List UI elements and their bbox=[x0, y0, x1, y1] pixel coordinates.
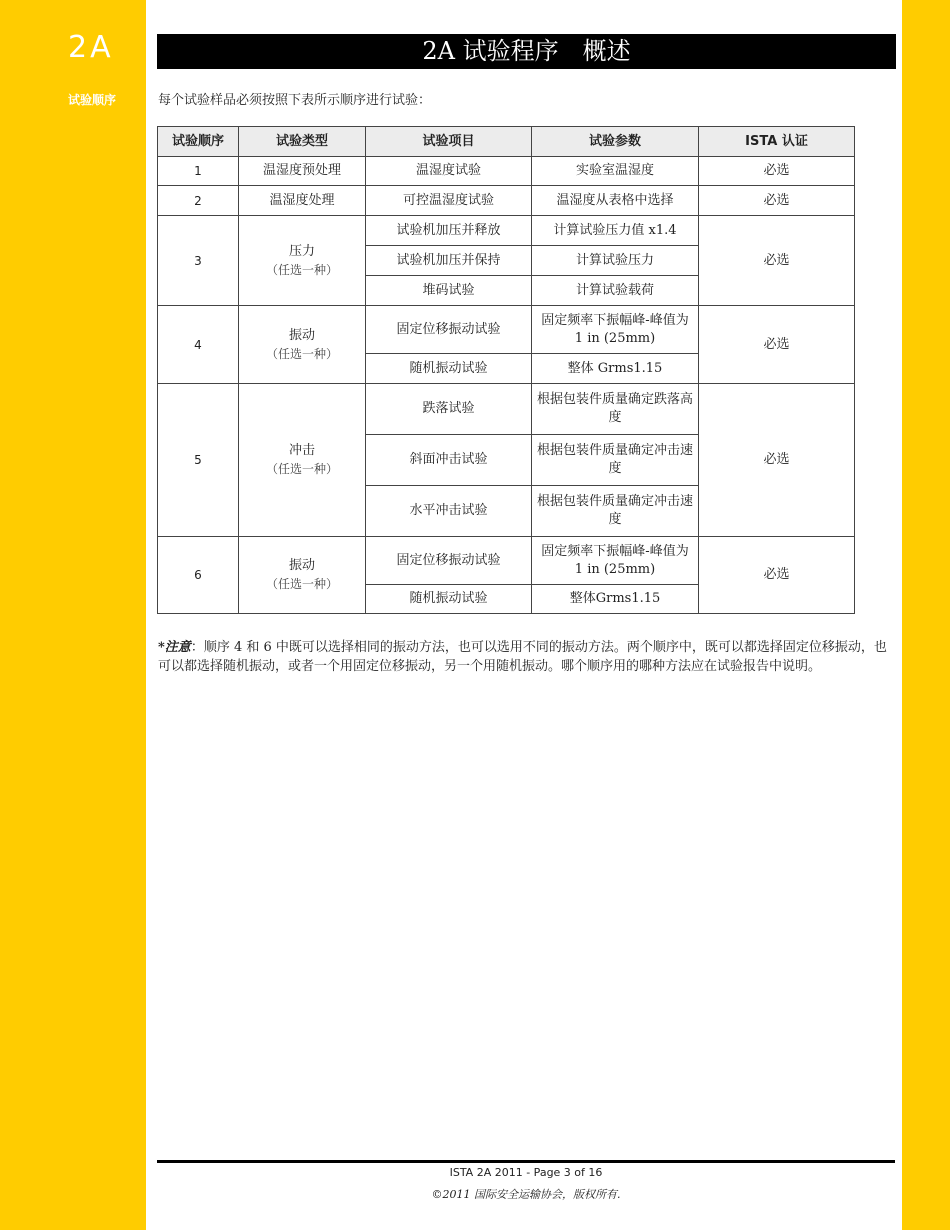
cell-type: 温湿度处理 bbox=[239, 186, 366, 216]
cell-sequence: 6 bbox=[158, 537, 239, 614]
cell-certification: 必选 bbox=[699, 157, 855, 186]
cell-type bbox=[239, 384, 366, 537]
footer-copyright: ©2011 国际安全运输协会，版权所有. bbox=[431, 1188, 621, 1201]
cell-item: 试验机加压并保持 bbox=[366, 246, 532, 276]
type-label: 振动 bbox=[288, 327, 315, 343]
type-sub-label: （任选一种） bbox=[265, 346, 338, 361]
cell-certification: 必选 bbox=[699, 216, 855, 306]
cell-item: 斜面冲击试验 bbox=[366, 435, 532, 486]
cell-parameter: 计算试验载荷 bbox=[532, 276, 699, 306]
section-label: 试验顺序 bbox=[68, 93, 117, 107]
cell-item: 温湿度试验 bbox=[366, 157, 532, 186]
type-label: 振动 bbox=[288, 558, 315, 573]
footer-page-number: ISTA 2A 2011 - Page 3 of 16 bbox=[449, 1166, 603, 1179]
footer-divider bbox=[157, 1160, 895, 1163]
cell-item: 随机振动试验 bbox=[366, 354, 532, 384]
cell-parameter: 整体Grms1.15 bbox=[532, 585, 699, 614]
cell-item: 可控温湿度试验 bbox=[366, 186, 532, 216]
table-row bbox=[158, 186, 855, 216]
type-label: 冲击 bbox=[288, 443, 315, 458]
type-sub-label: （任选一种） bbox=[265, 577, 338, 591]
page-title: 2A 试验程序 概述 bbox=[157, 34, 896, 69]
table-row bbox=[158, 306, 855, 354]
cell-parameter: 实验室温湿度 bbox=[532, 157, 699, 186]
intro-text: 每个试验样品必须按照下表所示顺序进行试验： bbox=[158, 93, 432, 108]
table-header-row bbox=[158, 127, 855, 157]
cell-sequence: 5 bbox=[158, 384, 239, 537]
header-parameter: 试验参数 bbox=[532, 127, 699, 157]
cell-item: 固定位移振动试验 bbox=[366, 537, 532, 585]
cell-type: 温湿度预处理 bbox=[239, 157, 366, 186]
note-paragraph bbox=[158, 638, 888, 676]
left-yellow-band bbox=[0, 0, 146, 1230]
note-text: ：顺序 4 和 6 中既可以选择相同的振动方法，也可以选用不同的振动方法。两个顺序中，既可以都选择固定位移振动，也可以都选择随机振动，或者一个用固定位移振动，另一个用随机振动。哪个顺序用的哪种方法应在试验报告中说明。 bbox=[158, 640, 887, 674]
note-label: *注意 bbox=[158, 640, 191, 655]
cell-parameter: 固定频率下振幅峰-峰值为 1 in (25mm) bbox=[532, 537, 699, 585]
header-type: 试验类型 bbox=[239, 127, 366, 157]
cell-type bbox=[239, 537, 366, 614]
header-item: 试验项目 bbox=[366, 127, 532, 157]
cell-certification: 必选 bbox=[699, 306, 855, 384]
table-row bbox=[158, 216, 855, 246]
cell-sequence: 2 bbox=[158, 186, 239, 216]
table-row bbox=[158, 157, 855, 186]
cell-parameter: 固定频率下振幅峰-峰值为 1 in (25mm) bbox=[532, 306, 699, 354]
cell-item: 固定位移振动试验 bbox=[366, 306, 532, 354]
procedure-code: 2A bbox=[68, 30, 114, 65]
cell-type bbox=[239, 216, 366, 306]
cell-parameter: 根据包装件质量确定跌落高度 bbox=[532, 384, 699, 435]
cell-certification: 必选 bbox=[699, 384, 855, 537]
right-yellow-band bbox=[902, 0, 950, 1230]
header-sequence: 试验顺序 bbox=[158, 127, 239, 157]
cell-certification: 必选 bbox=[699, 186, 855, 216]
cell-parameter: 计算试验压力值 x1.4 bbox=[532, 216, 699, 246]
cell-parameter: 根据包装件质量确定冲击速度 bbox=[532, 486, 699, 537]
cell-item: 堆码试验 bbox=[366, 276, 532, 306]
cell-parameter: 温湿度从表格中选择 bbox=[532, 186, 699, 216]
cell-type bbox=[239, 306, 366, 384]
cell-item: 试验机加压并释放 bbox=[366, 216, 532, 246]
cell-sequence: 3 bbox=[158, 216, 239, 306]
table-row bbox=[158, 384, 855, 435]
cell-sequence: 1 bbox=[158, 157, 239, 186]
cell-sequence: 4 bbox=[158, 306, 239, 384]
cell-parameter: 计算试验压力 bbox=[532, 246, 699, 276]
cell-item: 水平冲击试验 bbox=[366, 486, 532, 537]
type-sub-label: （任选一种） bbox=[265, 462, 338, 476]
table-row bbox=[158, 537, 855, 585]
type-sub-label: （任选一种） bbox=[265, 262, 338, 277]
cell-item: 随机振动试验 bbox=[366, 585, 532, 614]
cell-parameter: 整体 Grms1.15 bbox=[532, 354, 699, 384]
test-sequence-table bbox=[157, 126, 855, 614]
cell-certification: 必选 bbox=[699, 537, 855, 614]
cell-item: 跌落试验 bbox=[366, 384, 532, 435]
cell-parameter: 根据包装件质量确定冲击速度 bbox=[532, 435, 699, 486]
header-certification: ISTA 认证 bbox=[699, 127, 855, 157]
type-label: 压力 bbox=[288, 243, 315, 259]
